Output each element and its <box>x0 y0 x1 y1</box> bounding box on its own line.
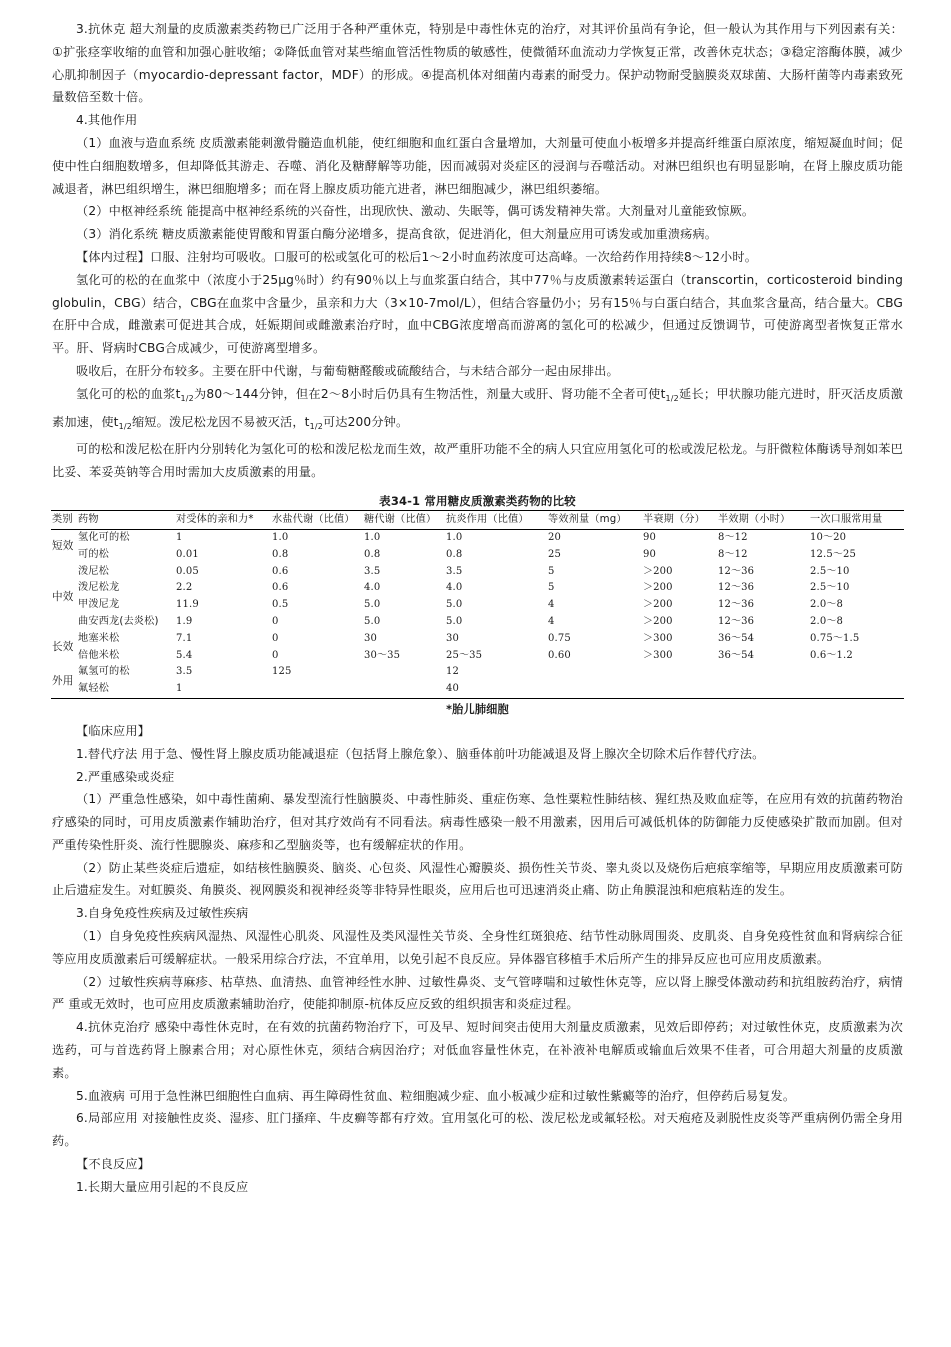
paragraph <box>52 1153 903 1176</box>
value-cell <box>642 681 717 698</box>
column-header: 抗炎作用（比值） <box>445 510 547 529</box>
paragraph-text: （2）中枢神经系统 能提高中枢神经系统的兴奋性，出现欣快、激动、失眠等，偶可诱发精神失常。大剂量对儿童能致惊厥。 <box>76 204 755 219</box>
paragraph-text: 【不良反应】 <box>76 1157 151 1172</box>
category-cell: 短效 <box>52 540 74 553</box>
value-cell: 1.0 <box>446 531 463 543</box>
value-cell: 40 <box>446 683 460 695</box>
paragraph <box>52 132 903 200</box>
body-text-top <box>52 18 903 484</box>
paragraph-text: 可的松和泼尼松在肝内分别转化为氢化可的松和泼尼松龙而生效，故严重肝功能不全的病人只宜应用氢化可的松或泼尼松龙。与肝微粒体酶诱导剂如苯巴比妥、苯妥英钠等合用时需加大皮质激素的用量。 <box>52 442 903 480</box>
table-row <box>51 547 904 564</box>
value-cell: 30～35 <box>364 649 401 661</box>
value-cell: 1.0 <box>364 531 381 543</box>
value-cell: 90 <box>643 548 657 560</box>
table-header-row <box>51 510 904 529</box>
drug-name-cell: 倍他米松 <box>78 649 120 661</box>
value-cell: 0.01 <box>176 548 199 560</box>
value-cell: 1.0 <box>272 531 289 543</box>
value-cell: 90 <box>643 531 657 543</box>
paragraph-text: 【体内过程】口服、注射均可吸收。口服可的松或氢化可的松后1～2小时血药浓度可达高峰。一次给药作用持续8～12小时。 <box>76 249 758 264</box>
category-cell: 外用 <box>52 674 74 687</box>
value-cell: 3.5 <box>176 666 193 678</box>
value-cell: 0.60 <box>548 649 571 661</box>
value-cell: 2.0～8 <box>810 615 844 627</box>
paragraph <box>52 720 903 743</box>
table-row <box>51 529 904 546</box>
value-cell: 2.0～8 <box>810 599 844 611</box>
paragraph <box>52 788 903 856</box>
paragraph-text: 可达200分钟。 <box>322 414 409 429</box>
value-cell <box>363 664 445 681</box>
value-cell: 20 <box>548 531 562 543</box>
value-cell: 25～35 <box>446 649 483 661</box>
paragraph-text: （1）严重急性感染，如中毒性菌痢、暴发型流行性脑膜炎、中毒性肺炎、重症伤寒、急性粟粒性肺结核、猩红热及败血症等，在应用有效的抗菌药物治疗感染的同时，可用皮质激素作辅助治疗，但对其疗效尚有不同看法。病毒性感染一般不用激素，因用后可减低机体的防御能力反使感染扩散而加剧。但对严重传染性肝炎、流行性腮腺炎、麻疹和乙型脑炎等，也有缓解症状的作用。 <box>52 792 903 852</box>
paragraph <box>52 200 903 223</box>
subscript-text: 1/2 <box>309 421 323 431</box>
column-header: 糖代谢（比值） <box>363 510 445 529</box>
value-cell: 10～20 <box>810 531 847 543</box>
paragraph <box>52 109 903 132</box>
paragraph <box>52 925 903 971</box>
subscript-text: 1/2 <box>118 421 132 431</box>
category-cell: 中效 <box>52 590 74 603</box>
column-header: 对受体的亲和力* <box>175 510 271 529</box>
body-text-bottom <box>52 720 903 1199</box>
column-header: 半衰期（分） <box>642 510 717 529</box>
table-row <box>51 580 904 597</box>
paragraph <box>52 223 903 246</box>
drug-name-cell: 曲安西龙(去炎松) <box>78 615 159 627</box>
value-cell: ＞200 <box>643 615 673 627</box>
value-cell: 30 <box>446 632 460 644</box>
value-cell: 12.5～25 <box>810 548 857 560</box>
table-row <box>51 597 904 614</box>
paragraph-text: 4.抗休克治疗 感染中毒性休克时，在有效的抗菌药物治疗下，可及早、短时间突击使用大剂量皮质激素，见效后即停药；对过敏性休克，皮质激素为次选药，可与首选药肾上腺素合用；对心原性休克，须结合病因治疗；对低血容量性休克，在补液补电解质或输血后效果不佳者，可合用超大剂量的皮质激素。 <box>52 1020 903 1080</box>
value-cell: ＞200 <box>643 582 673 594</box>
paragraph-text: 为80～144分钟，但在2～8小时后仍具有生物活性，剂量大或肝、肾功能不全者可使t <box>193 386 666 401</box>
drug-name-cell: 泼尼松龙 <box>78 582 120 594</box>
value-cell: 3.5 <box>364 565 381 577</box>
value-cell <box>363 681 445 698</box>
drug-name-cell: 甲泼尼龙 <box>78 599 120 611</box>
value-cell: ＞200 <box>643 599 673 611</box>
value-cell: ＞300 <box>643 649 673 661</box>
value-cell: 1 <box>176 531 183 543</box>
paragraph <box>52 902 903 925</box>
value-cell: 0 <box>272 632 279 644</box>
value-cell: 4.0 <box>364 582 381 594</box>
table-row <box>51 614 904 631</box>
value-cell: 0.8 <box>364 548 381 560</box>
paragraph-text: （2）过敏性疾病荨麻疹、枯草热、血清热、血管神经性水肿、过敏性鼻炎、支气管哮喘和过敏性休克等，应以肾上腺受体激动药和抗组胺药治疗，病情严 重或无效时，也可应用皮质激素辅助治疗，使能抑制原-杭体反应反致的组织损害和炎症过程。 <box>52 974 903 1012</box>
value-cell: 7.1 <box>176 632 193 644</box>
drug-name-cell: 氢化可的松 <box>78 531 130 543</box>
value-cell: 4 <box>548 615 555 627</box>
paragraph-text: 3.抗休克 超大剂量的皮质激素类药物已广泛用于各种严重休克，特别是中毒性休克的治疗，对其评价虽尚有争论，但一般认为其作用与下列因素有关：①扩张痉挛收缩的血管和加强心脏收缩；②降低血管对某些缩血管活性物质的敏感性，使微循环血流动力学恢复正常，改善休克状态；③稳定溶酶体膜，减少心肌抑制因子（myocardio-depressant factor，MDF）的形成。④提高机体对细菌内毒素的耐受力。保护动物耐受脑膜炎双球菌、大肠杆菌等内毒素致死量数倍至数十倍。 <box>52 22 903 105</box>
document-page <box>52 18 903 1199</box>
column-header: 药物 <box>77 510 175 529</box>
column-header: 水盐代谢（比值） <box>271 510 363 529</box>
paragraph-text: 2.严重感染或炎症 <box>76 769 175 784</box>
value-cell: 0.05 <box>176 565 199 577</box>
value-cell: 12～36 <box>718 565 755 577</box>
paragraph-text: 延长；甲状腺功能亢进时，肝灭活皮质激素加速，使t <box>52 386 903 429</box>
table-caption: 表34-1 常用糖皮质激素类药物的比较 <box>379 493 576 508</box>
column-header: 半效期（小时） <box>717 510 809 529</box>
paragraph-text: 1.长期大量应用引起的不良反应 <box>76 1179 249 1194</box>
table-row <box>51 631 904 648</box>
value-cell: 2.5～10 <box>810 582 850 594</box>
value-cell <box>271 681 363 698</box>
value-cell: 0.8 <box>272 548 289 560</box>
value-cell: 5 <box>548 565 555 577</box>
paragraph <box>52 18 903 109</box>
value-cell: 0.5 <box>272 599 289 611</box>
subscript-text: 1/2 <box>180 393 194 403</box>
drug-name-cell: 氟轻松 <box>78 683 110 695</box>
paragraph-text: 3.自身免疫性疾病及过敏性疾病 <box>76 906 249 921</box>
value-cell: 4 <box>548 599 555 611</box>
paragraph-text: 【临床应用】 <box>76 723 151 738</box>
paragraph-text: 4.其他作用 <box>76 113 138 128</box>
paragraph-text: 6.局部应用 对接触性皮炎、湿疹、肛门搔痒、牛皮癣等都有疗效。宜用氢化可的松、泼尼松龙或氟轻松。对天疱疮及剥脱性皮炎等严重病例仍需全身用药。 <box>52 1111 903 1149</box>
column-header: 一次口服常用量 <box>809 510 904 529</box>
paragraph <box>52 269 903 360</box>
value-cell: 2.5～10 <box>810 565 850 577</box>
value-cell: 0.6 <box>272 565 289 577</box>
drug-name-cell: 地塞米松 <box>78 632 120 644</box>
column-header: 等效剂量（mg） <box>547 510 642 529</box>
value-cell: 5.0 <box>364 599 381 611</box>
value-cell: 8～12 <box>718 531 748 543</box>
drug-name-cell: 可的松 <box>78 548 110 560</box>
value-cell: 4.0 <box>446 582 463 594</box>
value-cell: 0 <box>272 615 279 627</box>
paragraph-text: （1）血液与造血系统 皮质激素能刺激骨髓造血机能，使红细胞和血红蛋白含量增加，大剂量可使血小板增多并提高纤维蛋白原浓度，缩短凝血时间；促使中性白细胞数增多，但却降低其游走、吞噬、消化及糖酵解等功能，因而减弱对炎症区的浸润与吞噬活动。对淋巴组织也有明显影响，在肾上腺皮质功能减退者，淋巴组织增生，淋巴细胞增多；而在肾上腺皮质功能亢进者，淋巴细胞减少，淋巴组织萎缩。 <box>52 135 903 196</box>
paragraph <box>52 1176 903 1199</box>
paragraph-text: 缩短。泼尼松龙因不易被灭活，t <box>131 414 310 429</box>
value-cell: 5.4 <box>176 649 193 661</box>
paragraph <box>52 360 903 383</box>
value-cell: ＞200 <box>643 565 673 577</box>
paragraph <box>52 1016 903 1084</box>
value-cell <box>809 681 904 698</box>
table-footnote: *胎儿肺细胞 <box>446 702 509 716</box>
subscript-text: 1/2 <box>665 393 679 403</box>
paragraph <box>52 1107 903 1153</box>
value-cell: 30 <box>364 632 378 644</box>
paragraph-text: 1.替代疗法 用于急、慢性肾上腺皮质功能减退症（包括肾上腺危象）、脑垂体前叶功能减退及肾上腺次全切除术后作替代疗法。 <box>76 746 765 761</box>
column-header: 类别 <box>51 510 77 529</box>
value-cell <box>642 664 717 681</box>
value-cell <box>547 664 642 681</box>
paragraph <box>52 743 903 766</box>
value-cell: ＞300 <box>643 632 673 644</box>
value-cell: 0.8 <box>446 548 463 560</box>
paragraph <box>52 383 903 439</box>
value-cell: 12～36 <box>718 615 755 627</box>
value-cell <box>717 664 809 681</box>
table-row <box>51 648 904 665</box>
table-body <box>51 529 904 698</box>
value-cell: 0.75 <box>548 632 571 644</box>
value-cell: 5.0 <box>446 615 463 627</box>
value-cell: 12～36 <box>718 582 755 594</box>
paragraph <box>52 246 903 269</box>
paragraph <box>52 1085 903 1108</box>
category-cell: 长效 <box>52 641 74 654</box>
value-cell: 36～54 <box>718 649 755 661</box>
paragraph <box>52 766 903 789</box>
paragraph-text: （1）自身免疫性疾病风湿热、风湿性心肌炎、风湿性及类风湿性关节炎、全身性红斑狼疮、结节性动脉周围炎、皮肌炎、自身免疫性贫血和肾病综合征等应用皮质激素后可缓解症状。一般采用综合疗法，不宜单用，以免引起不良反应。异体器官移植手术后所产生的排异反应也可应用皮质激素。 <box>52 929 903 966</box>
value-cell: 12 <box>446 666 460 678</box>
paragraph-text: （2）防止某些炎症后遗症，如结核性脑膜炎、脑炎、心包炎、风湿性心瓣膜炎、损伤性关节炎、睾丸炎以及烧伤后疤痕挛缩等，早期应用皮质激素可防止后遗症发生。对虹膜炎、角膜炎、视网膜炎和视神经炎等非特异性眼炎，应用后也可迅速消炎止痛、防止角膜混浊和疤痕粘连的发生。 <box>52 860 903 898</box>
value-cell: 0.6～1.2 <box>810 649 853 661</box>
value-cell: 1 <box>176 683 183 695</box>
value-cell: 2.2 <box>176 582 193 594</box>
value-cell: 1.9 <box>176 615 193 627</box>
table-row <box>51 681 904 698</box>
value-cell: 36～54 <box>718 632 755 644</box>
drug-comparison-table <box>51 510 904 699</box>
value-cell: 5.0 <box>364 615 381 627</box>
paragraph-text: （3）消化系统 糖皮质激素能使胃酸和胃蛋白酶分泌增多，提高食欲，促进消化，但大剂量应用可诱发或加重溃疡病。 <box>76 227 718 242</box>
table-row <box>51 564 904 581</box>
drug-name-cell: 泼尼松 <box>78 565 110 577</box>
value-cell: 11.9 <box>176 599 199 611</box>
paragraph <box>52 857 903 903</box>
drug-name-cell: 氟氢可的松 <box>78 666 130 678</box>
value-cell <box>547 681 642 698</box>
value-cell: 125 <box>272 666 292 678</box>
value-cell: 0.6 <box>272 582 289 594</box>
paragraph-text: 5.血液病 可用于急性淋巴细胞性白血病、再生障碍性贫血、粒细胞减少症、血小板减少症和过敏性紫癜等的治疗，但停药后易复发。 <box>76 1088 796 1103</box>
value-cell <box>809 664 904 681</box>
value-cell: 8～12 <box>718 548 748 560</box>
value-cell: 3.5 <box>446 565 463 577</box>
paragraph-text: 氢化可的松的在血浆中（浓度小于25μg％时）约有90％以上与血浆蛋白结合，其中77％与皮质激素转运蛋白（transcortin，corticosteroid binding globulin，CBG）结合，CBG在血浆中含量少，虽亲和力大（3×10-7mol/L），但结合容量仍小；另有15％与白蛋白结合，其血浆含量高，结合量大。CBG在肝中合成，雌激素可促进其合成，妊娠期间或雌激素治疗时，血中CBG浓度增高而游离的氢化可的松减少，但通过反馈调节，可使游离型者恢复正常水平。肝、肾病时CBG合成减少，可使游离型增多。 <box>52 272 903 356</box>
value-cell: 25 <box>548 548 562 560</box>
value-cell: 0 <box>272 649 279 661</box>
paragraph-text: 吸收后，在肝分布较多。主要在肝中代谢，与葡萄糖醛酸或硫酸结合，与未结合部分一起由尿排出。 <box>76 363 619 378</box>
value-cell: 0.75～1.5 <box>810 632 860 644</box>
paragraph-text: 氢化可的松的血浆t <box>76 386 181 401</box>
value-cell: 12～36 <box>718 599 755 611</box>
paragraph <box>52 971 903 1017</box>
value-cell: 5.0 <box>446 599 463 611</box>
paragraph <box>52 438 903 484</box>
table-row <box>51 664 904 681</box>
value-cell: 5 <box>548 582 555 594</box>
value-cell <box>717 681 809 698</box>
